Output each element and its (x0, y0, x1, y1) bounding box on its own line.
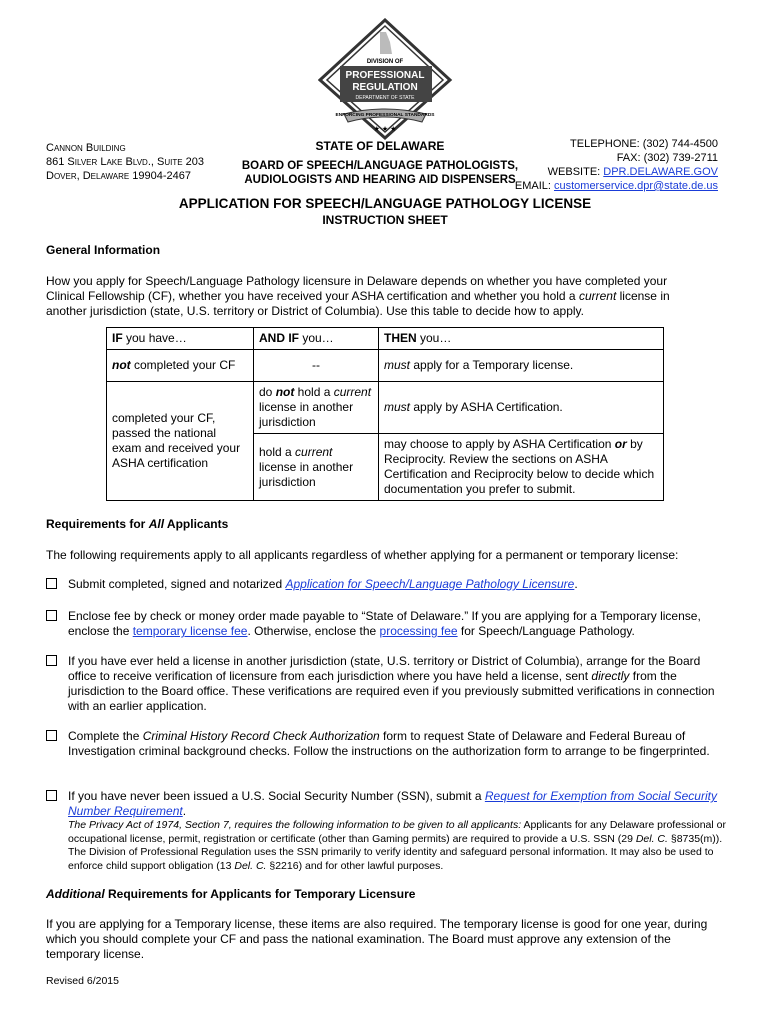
table-cell: may choose to apply by ASHA Certification or by Reciprocity. Review the sections on ASHA Certification and Reciprocity below to decide which documentation you prefer to submit. (379, 434, 664, 501)
fax: FAX: (302) 739-2711 (616, 152, 718, 164)
page-subtitle: INSTRUCTION SHEET (322, 213, 448, 227)
requirement-item-fee: Enclose fee by check or money order made payable to “State of Delaware.” If you are applying for a Temporary license, enclose the temporary license fee. Otherwise, enclose the processing fee for Speech/Language Pathology. (46, 609, 726, 639)
requirement-item-application: Submit completed, signed and notarized Application for Speech/Language Pathology Licensure. (46, 577, 726, 592)
table-cell: must apply for a Temporary license. (379, 350, 664, 382)
processing-fee-link[interactable]: processing fee (379, 624, 458, 638)
address-line2: 861 Silver Lake Blvd., Suite 203 (46, 156, 204, 168)
ssn-exemption-link[interactable]: Request for Exemption from Social Security Number Requirement (68, 789, 717, 818)
table-cell: not completed your CF (107, 350, 254, 382)
checkbox[interactable] (46, 730, 57, 741)
email-label: EMAIL: (514, 180, 554, 192)
seal-ribbon: ENFORCING PROFESSIONAL STANDARDS (335, 113, 435, 118)
table-cell: -- (254, 350, 379, 382)
general-paragraph (46, 274, 726, 319)
general-line1: How you apply for Speech/Language Pathology licensure in Delaware depends on whether you have completed your (46, 274, 668, 288)
website-label: WEBSITE: (547, 166, 604, 178)
application-link[interactable]: Application for Speech/Language Pathology Licensure (285, 577, 575, 591)
general-heading: General Information (46, 243, 161, 257)
general-line2b: current (578, 289, 617, 303)
table-header-then: THEN you… (379, 328, 664, 350)
table-row (107, 382, 664, 434)
table-header-if: IF you have… (107, 328, 254, 350)
req-all-intro: The following requirements apply to all applicants regardless of whether applying for a permanent or temporary license: (46, 548, 679, 562)
revision-footer: Revised 6/2015 (46, 975, 119, 987)
table-cell: completed your CF, passed the national exam and received your ASHA certification (107, 382, 254, 501)
table-cell: must apply by ASHA Certification. (379, 382, 664, 434)
table-header-andif: AND IF you… (254, 328, 379, 350)
website-link[interactable]: DPR.DELAWARE.GOV (603, 166, 718, 178)
table-row (107, 350, 664, 382)
seal-division-of: DIVISION OF (366, 59, 404, 65)
requirement-item-ssn: If you have never been issued a U.S. Social Security Number (SSN), submit a Request for Exemption from Social Security Number Requirement. The Privacy Act of 1974, Section 7, requires the following information to be given to all applicants: Applicants for any Delaware professional or occupational license, permit, registration or certificate (other than Gaming permits) are required to provide a U.S. SSN (29 Del. C. §8735(m)). The Division of Professional Regulation uses the SSN primarily to verify identity and safeguard personal information. It may also be used to enforce child support obligation (13 Del. C. §2216) and for other lawful purposes. (46, 789, 726, 873)
decision-table (106, 327, 664, 501)
checkbox[interactable] (46, 790, 57, 801)
page-title: APPLICATION FOR SPEECH/LANGUAGE PATHOLOGY LICENSE (178, 196, 592, 211)
board-name-line2: AUDIOLOGISTS AND HEARING AID DISPENSERS (244, 174, 516, 186)
email-link[interactable]: customerservice.dpr@state.de.us (553, 180, 718, 192)
privacy-act-notice: The Privacy Act of 1974, Section 7, requires the following information to be given to all applicants: Applicants for any Delaware professional or occupational license, permit, registration or certificate (other than Gaming permits) are required to provide a U.S. SSN (29 Del. C. §8735(m)). The Division of Professional Regulation uses the SSN primarily to verify identity and safeguard personal information. It may also be used to enforce child support obligation (13 Del. C. §2216) and for other lawful purposes. (68, 819, 726, 872)
temp-paragraph: If you are applying for a Temporary license, these items are also required. The temporary license is good for one year, during which you should complete your CF and pass the national examination. The Board must approve any extension of the temporary license. (46, 917, 708, 961)
checkbox[interactable] (46, 655, 57, 666)
general-line2a: Clinical Fellowship (CF), whether you have received your ASHA certification and whether you hold a (46, 289, 579, 303)
division-seal-logo (318, 18, 453, 140)
temp-heading: Additional Requirements for Applicants for Temporary Licensure (46, 887, 416, 901)
seal-professional: PROFESSIONAL (345, 70, 425, 81)
agency-header (230, 139, 530, 187)
seal-stars: ★ ★ ★ (373, 126, 397, 133)
board-name-line1: BOARD OF SPEECH/LANGUAGE PATHOLOGISTS, (241, 160, 519, 172)
address-line1: Cannon Building (46, 142, 126, 154)
checkbox[interactable] (46, 578, 57, 589)
table-cell: do not hold a current license in another jurisdiction (254, 382, 379, 434)
table-header-row (107, 328, 664, 350)
seal-department: DEPARTMENT OF STATE (355, 95, 415, 101)
temporary-fee-link[interactable]: temporary license fee (132, 624, 248, 638)
office-address (46, 141, 204, 183)
state-name: STATE OF DELAWARE (315, 139, 445, 153)
requirement-item-verification: If you have ever held a license in another jurisdiction (state, U.S. territory or District of Columbia), arrange for the Board office to receive verification of licensure from each jurisdiction where you have held a license, sent directly from the jurisdiction to the Board office. These verifications are required even if you previously submitted verifications in connection with an earlier application. (46, 654, 726, 714)
telephone: TELEPHONE: (302) 744-4500 (570, 138, 718, 150)
address-line3: Dover, Delaware 19904-2467 (46, 170, 191, 182)
general-line3: another jurisdiction (state, U.S. territory or District of Columbia). Use this table to decide how to apply. (46, 304, 585, 318)
req-all-heading: Requirements for All Applicants (46, 517, 229, 531)
table-cell: hold a current license in another jurisdiction (254, 434, 379, 501)
seal-regulation: REGULATION (352, 82, 418, 93)
general-line2c: license in (616, 289, 670, 303)
contact-info (515, 137, 718, 193)
checkbox[interactable] (46, 610, 57, 621)
requirement-item-background-check: Complete the Criminal History Record Check Authorization form to request State of Delaware and Federal Bureau of Investigation criminal background checks. Follow the instructions on the authorization form to arrange to be fingerprinted. (46, 729, 726, 759)
